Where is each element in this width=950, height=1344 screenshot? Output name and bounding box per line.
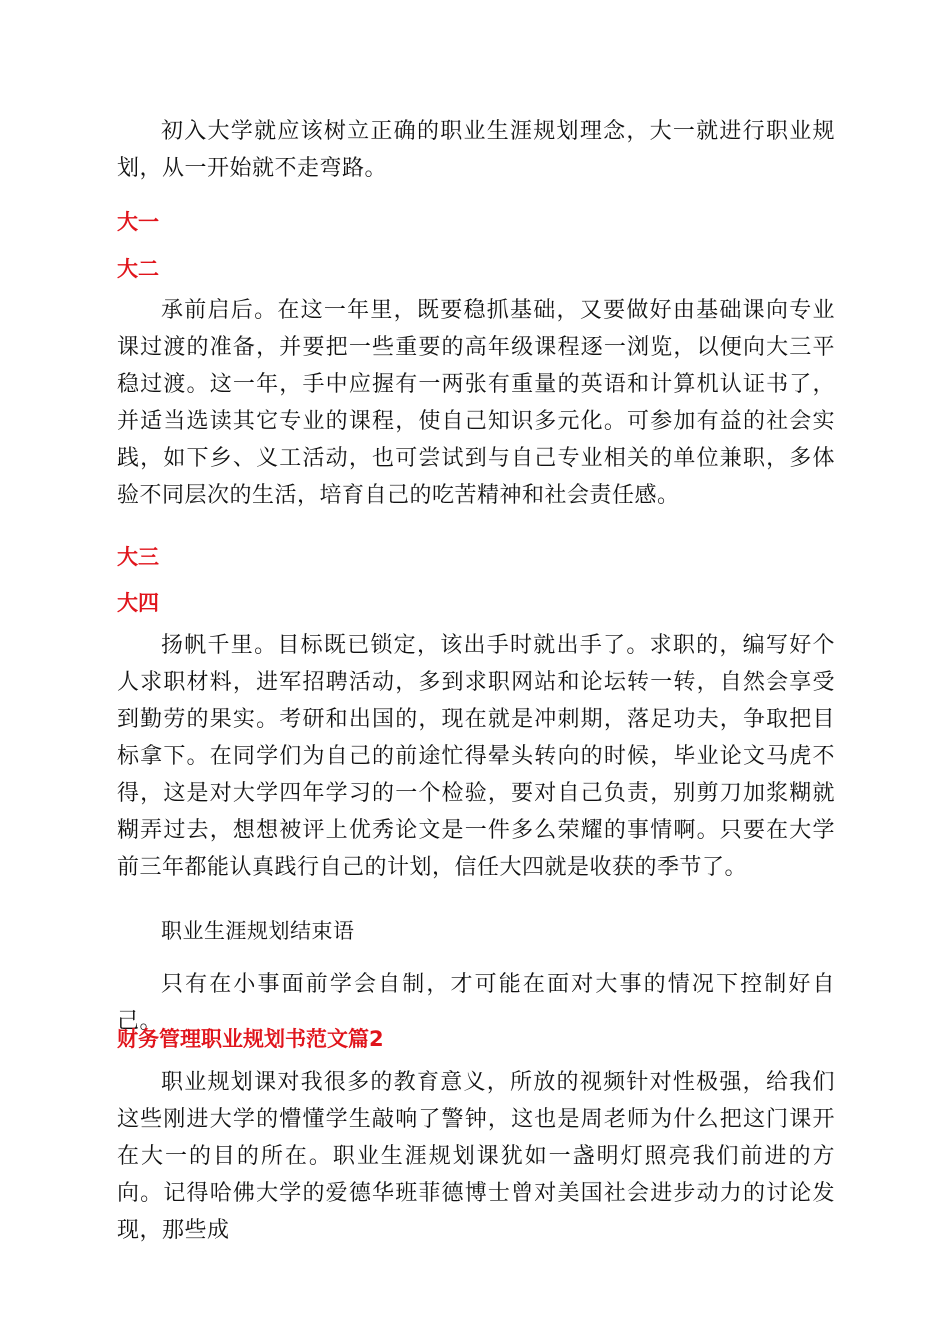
year-2-paragraph: 承前启后。在这一年里，既要稳抓基础，又要做好由基础课向专业课过渡的准备，并要把一些重要的高年级课程逐一浏览，以便向大三平稳过渡。这一年，手中应握有一两张有重量的英语和计算机认证书了，并适当选读其它专业的课程，使自己知识多元化。可参加有益的社会实践，如下乡、义工活动，也可尝试到与自己专业相关的单位兼职，多体验不同层次的生活，培育自己的吃苦精神和社会责任感。 — [117, 298, 835, 508]
heading-year-2: 大二 — [117, 257, 159, 281]
section-2-paragraph: 职业规划课对我很多的教育意义，所放的视频针对性极强，给我们这些刚进大学的懵懂学生敲响了警钟，这也是周老师为什么把这门课开在大一的目的所在。职业生涯规划课犹如一盏明灯照亮我们前进的方向。记得哈佛大学的爱德华班菲德博士曾对美国社会进步动力的讨论发现，那些成 — [117, 1070, 835, 1243]
heading-year-3: 大三 — [117, 545, 159, 569]
year-4-paragraph: 扬帆千里。目标既已锁定，该出手时就出手了。求职的，编写好个人求职材料，进军招聘活动，多到求职网站和论坛转一转，自然会享受到勤劳的果实。考研和出国的，现在就是冲刺期，落足功夫，争取把目标拿下。在同学们为自己的前途忙得晕头转向的时候，毕业论文马虎不得，这是对大学四年学习的一个检验，要对自己负责，别剪刀加浆糊就糊弄过去，想想被评上优秀论文是一件多么荣耀的事情啊。只要在大学前三年都能认真践行自己的计划，信任大四就是收获的季节了。 — [117, 633, 835, 880]
conclusion-title: 职业生涯规划结束语 — [161, 919, 355, 943]
intro-paragraph: 初入大学就应该树立正确的职业生涯规划理念，大一就进行职业规划，从一开始就不走弯路。 — [117, 119, 835, 181]
conclusion-paragraph: 只有在小事面前学会自制，才可能在面对大事的情况下控制好自己。 — [117, 972, 835, 1034]
heading-year-1: 大一 — [117, 210, 159, 234]
heading-year-4: 大四 — [117, 591, 159, 615]
section-2-heading: 财务管理职业规划书范文篇2 — [117, 1027, 384, 1051]
